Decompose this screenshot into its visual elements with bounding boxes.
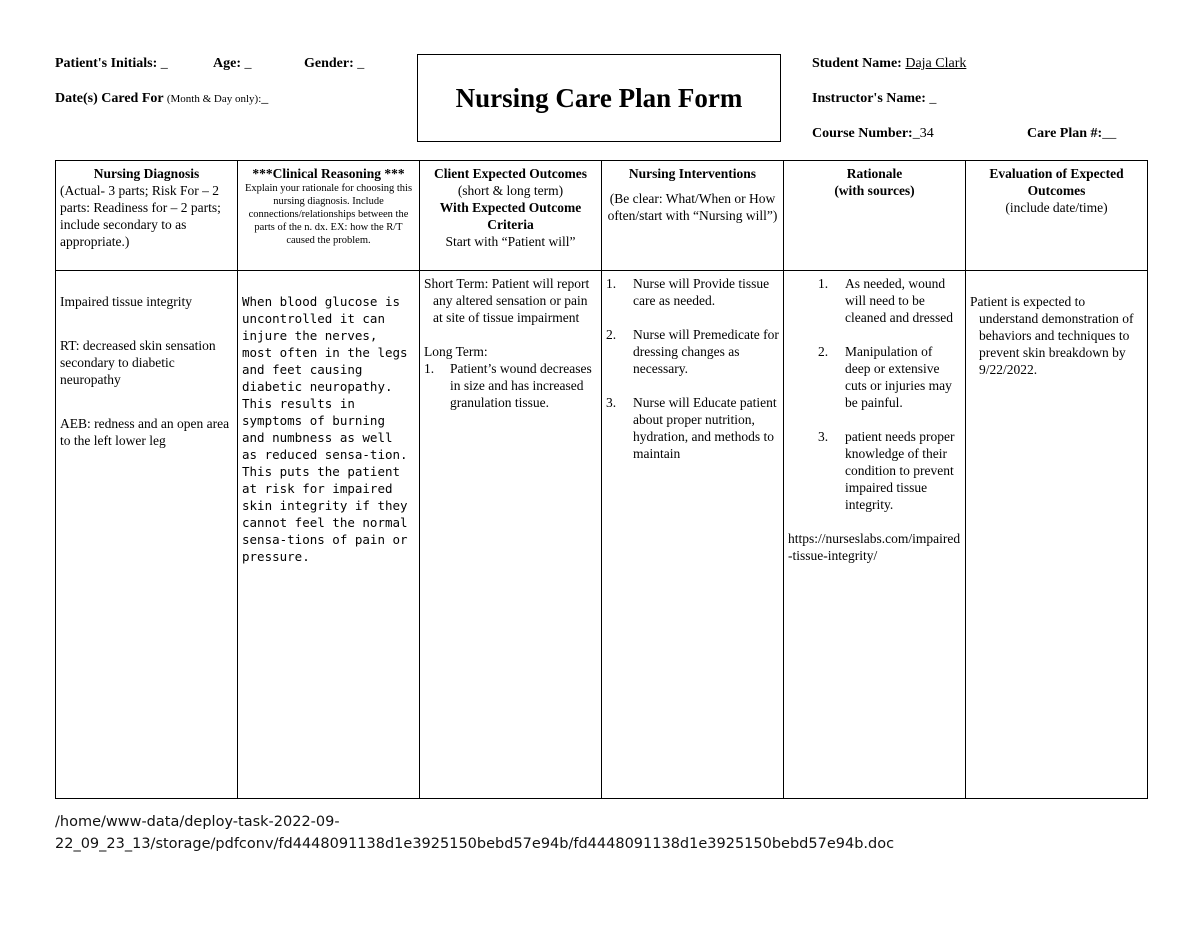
header-nursing-diagnosis-note: (Actual- 3 parts; Risk For – 2 parts: Readiness for – 2 parts; include secondary to as appropriate.) — [60, 183, 221, 249]
intervention-text: Nurse will Provide tissue care as needed. — [633, 276, 770, 308]
header-rationale-sub: (with sources) — [834, 183, 915, 198]
patient-initials-field — [55, 56, 168, 72]
intervention-number: 2. — [606, 327, 617, 342]
rationale-text: patient needs proper knowledge of their condition to prevent impaired tissue integrity. — [845, 429, 955, 512]
instructor-name-value: _ — [929, 91, 937, 106]
evidenced-by-line: AEB: redness and an open area to the left lower leg — [60, 416, 230, 448]
rationale-item — [818, 275, 961, 326]
form-title-box — [417, 54, 781, 142]
header-rationale-title: Rationale — [846, 166, 903, 181]
header-nursing-interventions — [602, 161, 784, 271]
header-nursing-interventions-title: Nursing Interventions — [628, 166, 757, 181]
instructor-name-field — [812, 91, 936, 107]
rationale-text: Manipulation of deep or extensive cuts or injuries may be painful. — [845, 344, 952, 410]
age-label: Age: — [213, 56, 241, 71]
table-header-row — [56, 161, 1148, 271]
intervention-item — [606, 394, 779, 462]
reasoning-cell — [238, 271, 420, 799]
interventions-cell — [602, 271, 784, 799]
student-name-label: Student Name: — [812, 56, 902, 71]
student-name-field — [812, 56, 966, 72]
rationale-number: 2. — [818, 344, 829, 359]
header-evaluation — [966, 161, 1148, 271]
header-expected-outcomes-title: Client Expected Outcomes — [434, 166, 587, 181]
age-field — [213, 56, 252, 72]
care-plan-number-value: __ — [1102, 126, 1117, 141]
rationale-source-link[interactable]: https://nurseslabs.com/impaired-tissue-integrity/ — [788, 531, 961, 563]
dates-cared-field — [55, 91, 268, 107]
table-body-row — [56, 271, 1148, 799]
header-rationale — [784, 161, 966, 271]
header-expected-outcomes-sub: (short & long term) — [457, 183, 564, 198]
intervention-number: 3. — [606, 395, 617, 410]
intervention-text: Nurse will Educate patient about proper nutrition, hydration, and methods to maintain — [633, 395, 777, 461]
header-nursing-diagnosis-title: Nursing Diagnosis — [93, 166, 200, 181]
evaluation-text: Patient is expected to understand demonstration of behaviors and techniques to prevent skin breakdown by 9/22/2022. — [970, 294, 1134, 377]
header-clinical-reasoning-title: ***Clinical Reasoning *** — [252, 166, 405, 181]
dates-cared-note: (Month & Day only): — [166, 93, 262, 105]
patient-initials-label: Patient's Initials: — [55, 56, 158, 71]
gender-value: _ — [357, 56, 365, 71]
rationale-item — [818, 343, 961, 411]
long-term-text: Patient’s wound decreases in size and has increased granulation tissue. — [450, 361, 592, 410]
gender-label: Gender: — [304, 56, 354, 71]
rationale-text: As needed, wound will need to be cleaned and dressed — [845, 276, 953, 325]
outcomes-cell — [420, 271, 602, 799]
age-value: _ — [244, 56, 252, 71]
gender-field — [304, 56, 364, 72]
long-term-item — [424, 360, 597, 411]
instructor-name-label: Instructor's Name: — [812, 91, 926, 106]
intervention-text: Nurse will Premedicate for dressing changes as necessary. — [633, 327, 779, 376]
form-title: Nursing Care Plan Form — [455, 82, 743, 113]
header-evaluation-note: (include date/time) — [1005, 200, 1108, 215]
header-clinical-reasoning — [238, 161, 420, 271]
header-expected-outcomes-note: Start with “Patient will” — [445, 234, 576, 249]
course-number-value: _34 — [912, 126, 934, 141]
long-term-label: Long Term: — [424, 344, 488, 359]
header-evaluation-title: Evaluation of Expected Outcomes — [989, 166, 1124, 198]
header-clinical-reasoning-note: Explain your rationale for choosing this nursing diagnosis. Include connections/relationships between the parts of the n. dx. EX: how the R/T caused the problem. — [244, 183, 413, 246]
patient-initials-value: _ — [160, 56, 168, 71]
rationale-number: 3. — [818, 429, 829, 444]
course-number-label: Course Number: — [812, 126, 913, 141]
short-term-outcome: Short Term: Patient will report any altered sensation or pain at site of tissue impairment — [424, 276, 590, 325]
rationale-list — [788, 275, 961, 513]
header-expected-outcomes — [420, 161, 602, 271]
reasoning-text: When blood glucose is uncontrolled it can injure the nerves, most often in the legs and feet causing diabetic neuropathy. This results in symptoms of burning and numbness as well as reduced sensa-tion. This puts the patient at risk for impaired skin integrity if they cannot feel the normal sensa-tions of pain or pressure. — [242, 294, 408, 564]
diagnosis-line: Impaired tissue integrity — [60, 294, 192, 309]
header-expected-outcomes-title2: With Expected Outcome Criteria — [439, 200, 582, 232]
header-nursing-interventions-note: (Be clear: What/When or How often/start with “Nursing will”) — [607, 191, 778, 223]
long-term-number: 1. — [424, 361, 435, 376]
rationale-number: 1. — [818, 276, 829, 291]
dates-cared-label: Date(s) Cared For — [55, 91, 164, 106]
rationale-item — [818, 428, 961, 513]
header-nursing-diagnosis — [56, 161, 238, 271]
care-plan-number-field — [1027, 126, 1116, 142]
evaluation-cell — [966, 271, 1148, 799]
student-name-value: Daja Clark — [905, 56, 967, 71]
file-path-footer: /home/www-data/deploy-task-2022-09-22_09_23_13/storage/pdfconv/fd4448091138d1e3925150bebd57e94b/fd4448091138d1e3925150bebd57e94b.doc — [55, 814, 895, 852]
course-number-field — [812, 126, 934, 142]
intervention-number: 1. — [606, 276, 617, 291]
rationale-cell — [784, 271, 966, 799]
related-to-line: RT: decreased skin sensation secondary to diabetic neuropathy — [60, 338, 216, 387]
intervention-item — [606, 326, 779, 377]
diagnosis-cell — [56, 271, 238, 799]
intervention-item — [606, 275, 779, 309]
interventions-list — [606, 275, 779, 462]
care-plan-table — [55, 160, 1148, 799]
dates-cared-value: _ — [261, 91, 269, 106]
care-plan-number-label: Care Plan #: — [1027, 126, 1103, 141]
